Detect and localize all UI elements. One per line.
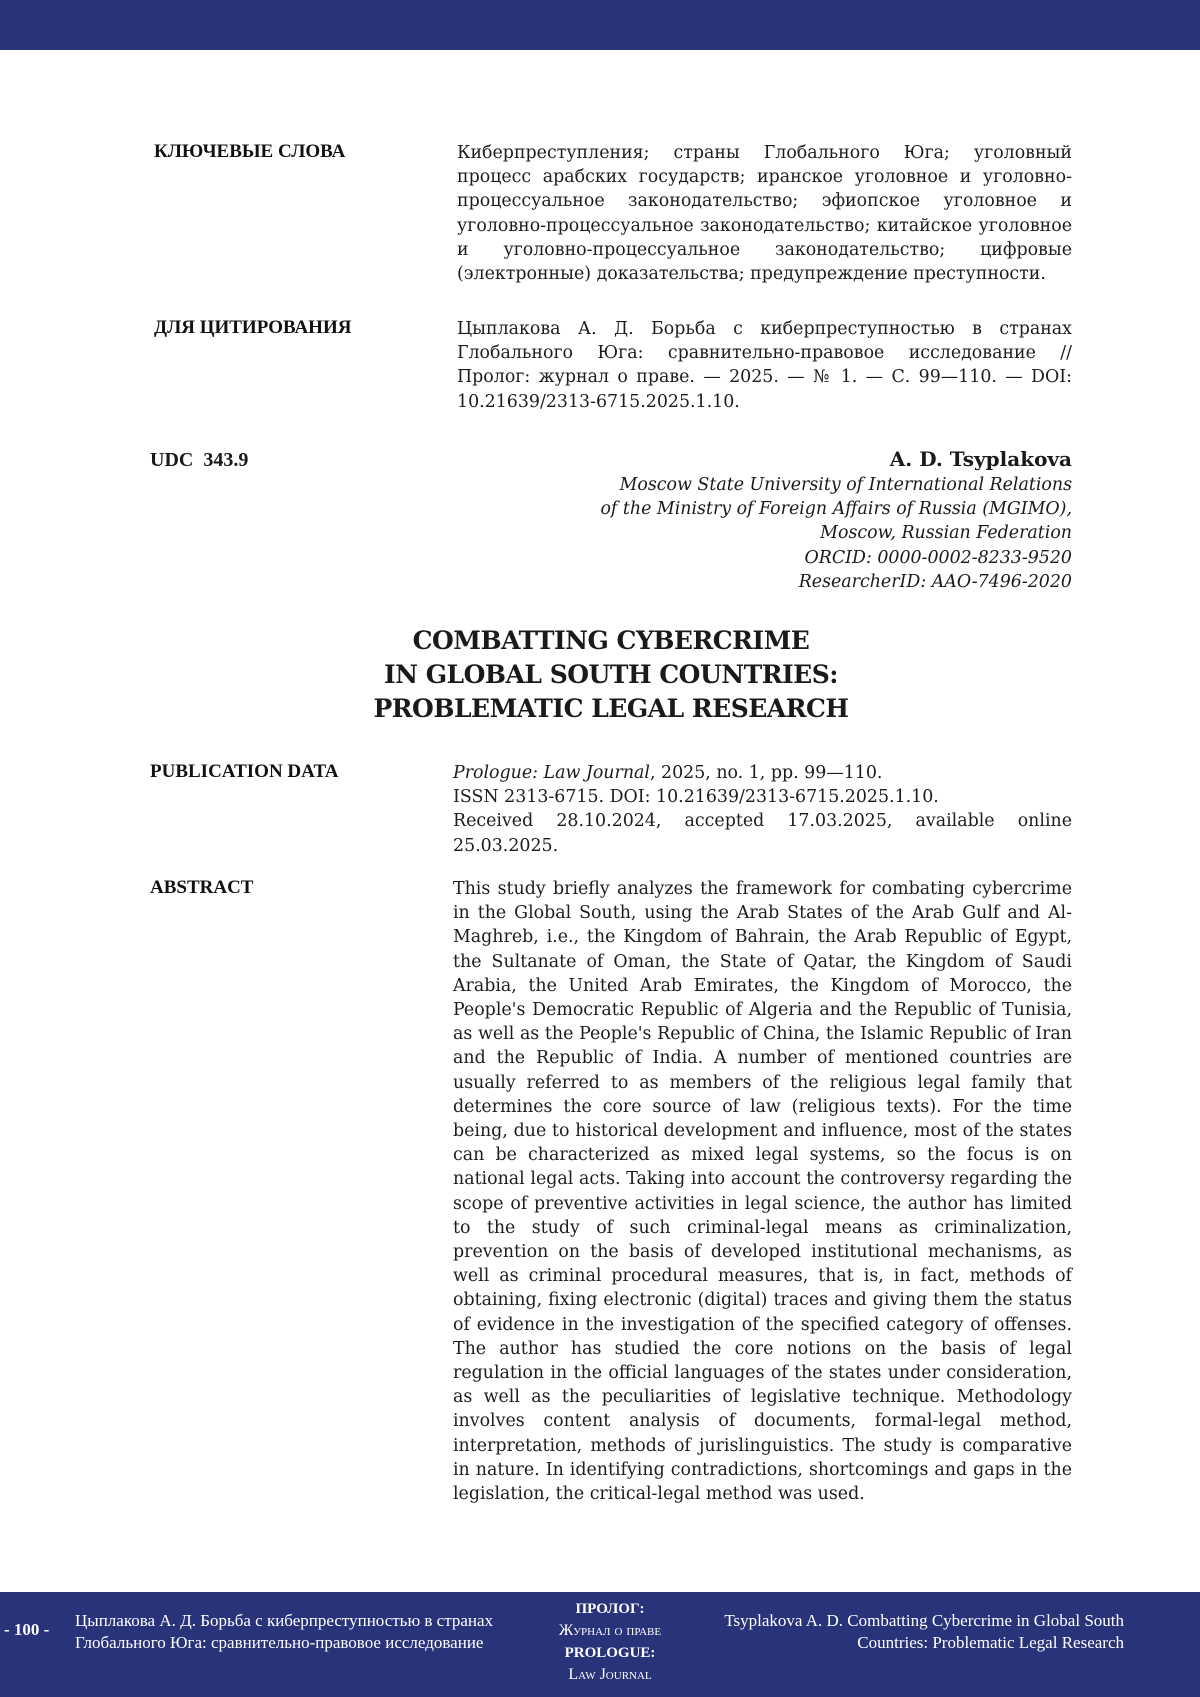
orcid: ORCID: 0000-0002-8233-9520 xyxy=(804,547,1072,568)
received-line: Received 28.10.2024, accepted 17.03.2025, available online xyxy=(453,811,1072,832)
journal-name: Prologue: Law Journal xyxy=(453,763,650,783)
footer-bar xyxy=(0,1592,1200,1697)
keywords-label: КЛЮЧЕВЫЕ СЛОВА xyxy=(154,141,346,162)
article-title xyxy=(300,624,922,726)
affiliation-line: Moscow, Russian Federation xyxy=(820,523,1072,544)
issue-info: , 2025, no. 1, pp. 99—110. xyxy=(649,763,883,783)
publication-label: PUBLICATION DATA xyxy=(150,761,339,782)
keywords-text: Киберпреступления; страны Глобального Юга; уголовный процесс арабских государств; иранское уголовное и уголовно-процессуальное законодательство; эфиопское уголовное и уголовно-процессуальное законодательство; китайское уголовное и уголовно-процессуальное законодательство; цифровые (электронные) доказательства; предупреждение преступности. xyxy=(457,143,1072,285)
journal-logo xyxy=(520,1598,700,1686)
footer-citation-ru: Цыплакова А. Д. Борьба с киберпреступностью в странах Глобального Юга: сравнительно-правовое исследование xyxy=(75,1611,494,1652)
udc-code: UDC 343.9 xyxy=(150,449,249,471)
header-bar xyxy=(0,0,1200,50)
journal-subtitle-en: Law Journal xyxy=(568,1666,652,1683)
citation-text: Цыплакова А. Д. Борьба с киберпреступностью в странах Глобального Юга: сравнительно-правовое исследование // Пролог: журнал о праве. — 2025. — № 1. — С. 99—110. — DOI: 10.21639/2313-6715.2025.1.10. xyxy=(457,319,1072,412)
affiliation-line: Moscow State University of International Relations xyxy=(619,475,1072,495)
abstract-label: ABSTRACT xyxy=(150,877,254,898)
author-name: A. D. Tsyplakova xyxy=(889,447,1072,471)
abstract-text: This study briefly analyzes the framework for combating cybercrime in the Global South, using the Arab States of the Arab Gulf and Al-Maghreb, i.e., the Kingdom of Bahrain, the Arab Republic of Egypt, the Sultanate of Oman, the State of Qatar, the Kingdom of Saudi Arabia, the United Arab Emirates, the Kingdom of Morocco, the People's Democratic Republic of Algeria and the Republic of Tunisia, as well as the People's Republic of China, the Islamic Republic of Iran and the Republic of India. A number of mentioned countries are usually referred to as members of the religious legal family that determines the core source of law (religious texts). For the time being, due to historical development and influence, most of the states can be characterized as mixed legal systems, so the focus is on national legal acts. Taking into account the controversy regarding the scope of preventive activities in legal science, the author has limited to the study of such criminal-legal means as criminalization, prevention on the basis of developed institutional mechanisms, as well as criminal procedural measures, that is, in fact, methods of obtaining, fixing electronic (digital) traces and giving them the status of evidence in the investigation of the specified category of offenses. The author has studied the core notions on the basis of legal regulation in the official languages of the states under consideration, as well as the peculiarities of legislative technique. Methodology involves content analysis of documents, formal-legal method, interpretation, methods of jurislinguistics. The study is comparative in nature. In identifying contradictions, shortcomings and gaps in the legislation, the critical-legal method was used. xyxy=(453,879,1072,1505)
title-line: PROBLEMATIC LEGAL RESEARCH xyxy=(373,694,849,723)
journal-name-en: PROLOGUE: xyxy=(564,1645,656,1661)
publication-text xyxy=(453,761,1072,858)
received-date: 25.03.2025. xyxy=(453,835,559,856)
title-line: COMBATTING CYBERCRIME xyxy=(412,626,810,655)
issn-line: ISSN 2313-6715. DOI: 10.21639/2313-6715.2025.1.10. xyxy=(453,787,939,808)
journal-line xyxy=(453,761,1072,785)
journal-subtitle-ru: Журнал о праве xyxy=(558,1622,662,1639)
footer-citation-en: Tsyplakova A. D. Combatting Cybercrime in Global South Countries: Problematic Legal Research xyxy=(724,1611,1124,1652)
citation-label: ДЛЯ ЦИТИРОВАНИЯ xyxy=(154,317,352,338)
page-number: - 100 - xyxy=(4,1620,50,1639)
researcher-id: ResearcherID: AAO-7496-2020 xyxy=(798,571,1072,592)
author-block xyxy=(600,447,1072,594)
affiliation-line: of the Ministry of Foreign Affairs of Russia (MGIMO), xyxy=(600,499,1072,520)
journal-name-ru: ПРОЛОГ: xyxy=(575,1601,645,1617)
title-line: IN GLOBAL SOUTH COUNTRIES: xyxy=(383,660,839,689)
